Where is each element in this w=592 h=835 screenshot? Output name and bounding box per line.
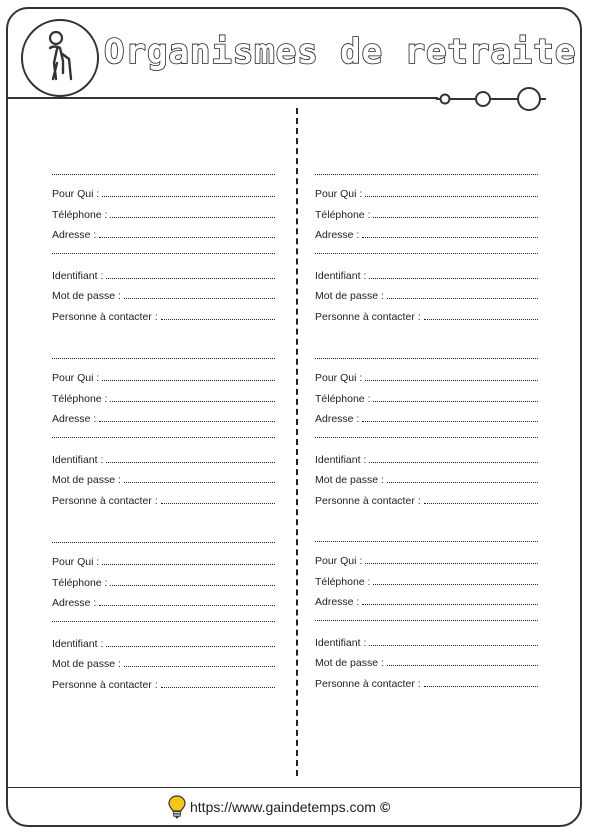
footer-divider	[8, 787, 580, 788]
field-label: Mot de passe :	[52, 474, 121, 486]
form-row-adresse	[315, 409, 538, 425]
fill-in-line[interactable]	[373, 217, 538, 218]
field-label: Téléphone :	[52, 392, 108, 405]
fill-in-line[interactable]	[99, 605, 275, 606]
header-divider	[8, 97, 438, 99]
form-row-telephone	[52, 389, 275, 405]
fill-in-line[interactable]	[161, 687, 275, 688]
form-row-telephone	[315, 205, 538, 221]
form-row-mot-de-passe	[315, 286, 538, 302]
form-row-adresse	[315, 225, 538, 241]
fill-in-line[interactable]	[161, 503, 275, 504]
blank-line[interactable]	[315, 253, 538, 254]
field-label: Personne à contacter :	[315, 310, 421, 323]
page-title: Organismes de retraite	[104, 32, 577, 72]
field-label: Personne à contacter :	[315, 494, 421, 507]
form-row-mot-de-passe	[52, 654, 275, 670]
blank-line[interactable]	[52, 437, 275, 438]
form-row-pour-qui	[52, 552, 275, 568]
form-row-adresse	[315, 592, 538, 608]
lightbulb-icon	[168, 795, 186, 819]
fill-in-line[interactable]	[387, 665, 538, 666]
fill-in-line[interactable]	[102, 196, 275, 197]
form-row-personne	[315, 674, 538, 690]
fill-in-line[interactable]	[362, 421, 538, 422]
fill-in-line[interactable]	[124, 666, 275, 667]
fill-in-line[interactable]	[102, 564, 275, 565]
form-row-personne	[315, 491, 538, 507]
field-label: Mot de passe :	[52, 290, 121, 302]
field-label: Téléphone :	[315, 392, 371, 405]
blank-line[interactable]	[52, 542, 275, 543]
circles-decoration	[436, 86, 546, 112]
form-row-identifiant	[52, 266, 275, 282]
blank-line[interactable]	[315, 174, 538, 175]
form-row-adresse	[52, 225, 275, 241]
form-row-mot-de-passe	[52, 470, 275, 486]
blank-line[interactable]	[52, 621, 275, 622]
website-link[interactable]: https://www.gaindetemps.com	[190, 799, 376, 815]
fill-in-line[interactable]	[369, 462, 538, 463]
field-label: Personne à contacter :	[315, 677, 421, 690]
elderly-person-with-cane-icon	[23, 21, 97, 95]
field-label: Identifiant :	[315, 269, 367, 282]
field-label: Pour Qui :	[315, 555, 363, 567]
fill-in-line[interactable]	[365, 563, 538, 564]
blank-line[interactable]	[315, 541, 538, 542]
field-label: Identifiant :	[52, 637, 104, 650]
field-label: Personne à contacter :	[52, 494, 158, 507]
fill-in-line[interactable]	[373, 584, 538, 585]
field-label: Identifiant :	[315, 636, 367, 649]
fill-in-line[interactable]	[424, 686, 538, 687]
column-divider	[296, 108, 298, 776]
field-label: Pour Qui :	[52, 556, 100, 568]
fill-in-line[interactable]	[362, 237, 538, 238]
form-row-mot-de-passe	[315, 470, 538, 486]
fill-in-line[interactable]	[110, 401, 275, 402]
blank-line[interactable]	[315, 358, 538, 359]
fill-in-line[interactable]	[369, 278, 538, 279]
form-row-identifiant	[52, 634, 275, 650]
field-label: Adresse :	[52, 413, 97, 425]
form-row-personne	[52, 307, 275, 323]
fill-in-line[interactable]	[161, 319, 275, 320]
fill-in-line[interactable]	[424, 503, 538, 504]
field-label: Téléphone :	[52, 576, 108, 589]
form-row-identifiant	[52, 450, 275, 466]
field-label: Pour Qui :	[52, 188, 100, 200]
blank-line[interactable]	[52, 253, 275, 254]
form-row-pour-qui	[315, 184, 538, 200]
fill-in-line[interactable]	[99, 421, 275, 422]
form-row-identifiant	[315, 266, 538, 282]
field-label: Mot de passe :	[315, 474, 384, 486]
field-label: Pour Qui :	[52, 372, 100, 384]
fill-in-line[interactable]	[369, 645, 538, 646]
field-label: Adresse :	[52, 229, 97, 241]
field-label: Mot de passe :	[315, 657, 384, 669]
fill-in-line[interactable]	[99, 237, 275, 238]
form-row-personne	[315, 307, 538, 323]
fill-in-line[interactable]	[387, 482, 538, 483]
form-row-identifiant	[315, 633, 538, 649]
field-label: Identifiant :	[52, 453, 104, 466]
fill-in-line[interactable]	[102, 380, 275, 381]
form-row-telephone	[52, 205, 275, 221]
fill-in-line[interactable]	[373, 401, 538, 402]
field-label: Pour Qui :	[315, 188, 363, 200]
field-label: Téléphone :	[52, 208, 108, 221]
blank-line[interactable]	[315, 620, 538, 621]
fill-in-line[interactable]	[362, 604, 538, 605]
fill-in-line[interactable]	[365, 196, 538, 197]
field-label: Personne à contacter :	[52, 310, 158, 323]
field-label: Adresse :	[315, 229, 360, 241]
field-label: Identifiant :	[52, 269, 104, 282]
field-label: Personne à contacter :	[52, 678, 158, 691]
field-label: Mot de passe :	[52, 658, 121, 670]
field-label: Identifiant :	[315, 453, 367, 466]
field-label: Adresse :	[315, 596, 360, 608]
form-row-telephone	[52, 573, 275, 589]
form-row-pour-qui	[315, 551, 538, 567]
footer	[168, 795, 390, 819]
fill-in-line[interactable]	[387, 298, 538, 299]
fill-in-line[interactable]	[124, 298, 275, 299]
form-row-pour-qui	[52, 184, 275, 200]
fill-in-line[interactable]	[106, 646, 275, 647]
blank-line[interactable]	[315, 437, 538, 438]
field-label: Adresse :	[52, 597, 97, 609]
fill-in-line[interactable]	[106, 278, 275, 279]
field-label: Adresse :	[315, 413, 360, 425]
fill-in-line[interactable]	[365, 380, 538, 381]
field-label: Téléphone :	[315, 208, 371, 221]
fill-in-line[interactable]	[110, 585, 275, 586]
form-row-mot-de-passe	[315, 653, 538, 669]
form-row-identifiant	[315, 450, 538, 466]
form-row-telephone	[315, 572, 538, 588]
field-label: Mot de passe :	[315, 290, 384, 302]
field-label: Pour Qui :	[315, 372, 363, 384]
form-row-pour-qui	[52, 368, 275, 384]
blank-line[interactable]	[52, 358, 275, 359]
field-label: Téléphone :	[315, 575, 371, 588]
form-row-mot-de-passe	[52, 286, 275, 302]
form-row-adresse	[52, 593, 275, 609]
fill-in-line[interactable]	[424, 319, 538, 320]
fill-in-line[interactable]	[124, 482, 275, 483]
fill-in-line[interactable]	[106, 462, 275, 463]
copyright-symbol: ©	[379, 799, 391, 815]
form-row-personne	[52, 491, 275, 507]
logo	[21, 19, 99, 97]
form-row-telephone	[315, 389, 538, 405]
form-row-personne	[52, 675, 275, 691]
form-row-pour-qui	[315, 368, 538, 384]
blank-line[interactable]	[52, 174, 275, 175]
form-row-adresse	[52, 409, 275, 425]
fill-in-line[interactable]	[110, 217, 275, 218]
